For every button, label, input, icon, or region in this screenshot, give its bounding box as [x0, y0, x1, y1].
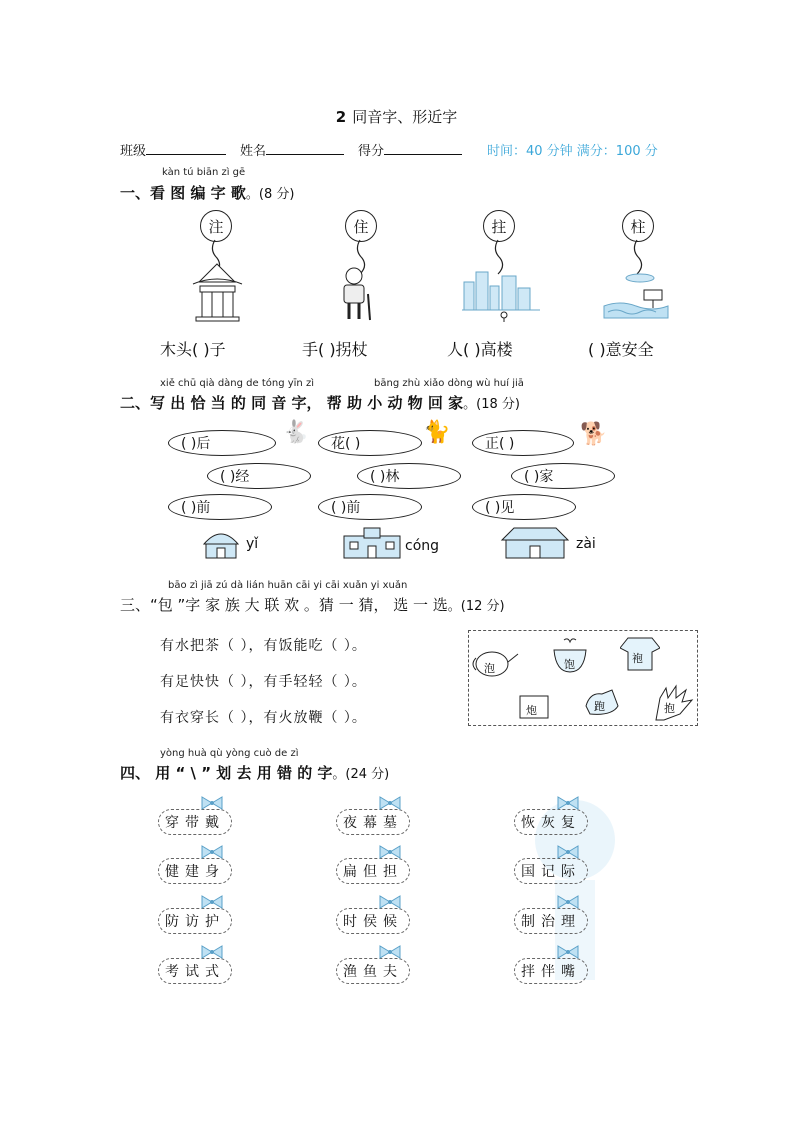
char-option[interactable]: 制 [521, 914, 541, 930]
balloon-4: 柱 [622, 210, 654, 242]
bow-icon [556, 895, 580, 909]
bow-icon [378, 895, 402, 909]
word-group [158, 809, 232, 835]
house-3-label: zài [576, 536, 596, 552]
char-option[interactable]: 健 [165, 864, 185, 880]
char-option[interactable]: 担 [383, 864, 403, 880]
bow-icon [556, 945, 580, 959]
char-option[interactable]: 嘴 [561, 964, 581, 980]
balloon-3: 拄 [483, 210, 515, 242]
char-cloud [158, 908, 232, 934]
char-cloud [336, 958, 410, 984]
char-option[interactable]: 鱼 [363, 964, 383, 980]
char-option[interactable]: 时 [343, 914, 363, 930]
oval-r1-2[interactable]: 花( ) [318, 430, 422, 456]
char-option[interactable]: 恢 [521, 815, 541, 831]
phrase-3: 人( )高楼 [447, 340, 513, 359]
word-group [336, 858, 410, 884]
s3-title: 三、“包 ”字 家 族 大 联 欢 。猜 一 猜， 选 一 选。(12 分) [120, 596, 505, 614]
s2-pinyin-2: bāng zhù xiǎo dòng wù huí jiā [374, 378, 524, 389]
phrase-1: 木头( )子 [160, 340, 226, 359]
house-2-label: cóng [405, 538, 440, 554]
char-option[interactable]: 伴 [541, 964, 561, 980]
river-sign-icon [600, 270, 670, 320]
char-option[interactable]: 夫 [383, 964, 403, 980]
char-option[interactable]: 穿 [165, 815, 185, 831]
bow-icon [378, 845, 402, 859]
char-option[interactable]: 候 [383, 914, 403, 930]
option-1[interactable]: 泡 [484, 662, 495, 675]
char-option[interactable]: 际 [561, 864, 581, 880]
oval-r2-2[interactable]: ( )林 [357, 463, 461, 489]
old-man-icon [336, 266, 376, 322]
word-group [158, 908, 232, 934]
s4-pinyin: yòng huà qù yòng cuò de zì [160, 748, 299, 759]
char-cloud [336, 908, 410, 934]
word-group [514, 908, 588, 934]
char-cloud [514, 908, 588, 934]
cat-icon: 🐈 [423, 420, 451, 445]
balloon-2: 住 [345, 210, 377, 242]
char-option[interactable]: 扁 [343, 864, 363, 880]
bow-icon [378, 945, 402, 959]
char-cloud [336, 858, 410, 884]
char-option[interactable]: 理 [561, 914, 581, 930]
oval-r1-3[interactable]: 正( ) [472, 430, 574, 456]
char-option[interactable]: 考 [165, 964, 185, 980]
s1-pinyin: kàn tú biān zì gē [162, 167, 246, 178]
house-1-icon [200, 524, 242, 560]
dog-icon: 🐕 [580, 422, 608, 447]
char-option[interactable]: 试 [185, 964, 205, 980]
oval-r2-1[interactable]: ( )经 [207, 463, 311, 489]
bow-icon [200, 845, 224, 859]
char-cloud [514, 809, 588, 835]
oval-r1-1[interactable]: ( )后 [168, 430, 276, 456]
house-2-icon [342, 526, 402, 560]
char-cloud [514, 958, 588, 984]
char-option[interactable]: 拌 [521, 964, 541, 980]
word-group [336, 958, 410, 984]
s3-line-3[interactable]: 有衣穿长（ ），有火放鞭（ ）。 [160, 710, 367, 726]
bow-icon [556, 845, 580, 859]
char-option[interactable]: 夜 [343, 815, 363, 831]
char-option[interactable]: 带 [185, 815, 205, 831]
s3-line-1[interactable]: 有水把茶（ ），有饭能吃（ ）。 [160, 638, 367, 654]
bow-icon [556, 796, 580, 810]
char-cloud [514, 858, 588, 884]
char-option[interactable]: 复 [561, 815, 581, 831]
char-option[interactable]: 幕 [363, 815, 383, 831]
option-4[interactable]: 炮 [526, 704, 537, 717]
oval-r3-2[interactable]: ( )前 [318, 494, 422, 520]
char-cloud [158, 809, 232, 835]
class-field[interactable]: 班级 [120, 140, 226, 159]
char-cloud [336, 809, 410, 835]
word-group [514, 858, 588, 884]
house-1-label: yǐ [246, 536, 259, 552]
option-2[interactable]: 饱 [564, 658, 575, 671]
word-group [158, 958, 232, 984]
word-group [336, 908, 410, 934]
char-option[interactable]: 渔 [343, 964, 363, 980]
bow-icon [378, 796, 402, 810]
char-option[interactable]: 侯 [363, 914, 383, 930]
name-field[interactable]: 姓名 [240, 140, 344, 159]
option-6[interactable]: 抱 [664, 702, 675, 715]
char-option[interactable]: 记 [541, 864, 561, 880]
word-group [336, 809, 410, 835]
char-option[interactable]: 灰 [541, 815, 561, 831]
word-group [514, 958, 588, 984]
phrase-2: 手( )拐杖 [302, 340, 368, 359]
teapot-icon [472, 642, 520, 680]
oval-r3-1[interactable]: ( )前 [168, 494, 272, 520]
word-group [158, 858, 232, 884]
city-buildings-icon [462, 268, 542, 322]
balloon-strings [0, 0, 793, 330]
s2-title: 二、写 出 恰 当 的 同 音 字， 帮 助 小 动 物 回 家。(18 分) [120, 394, 520, 412]
char-option[interactable]: 戴 [205, 815, 225, 831]
bow-icon [200, 796, 224, 810]
char-cloud [158, 958, 232, 984]
char-option[interactable]: 访 [185, 914, 205, 930]
option-3[interactable]: 袍 [632, 652, 643, 665]
s4-title: 四、 用 “ \ ” 划 去 用 错 的 字。(24 分) [120, 764, 390, 782]
time-info: 时间：40 分钟 满分：100 分 [487, 144, 658, 159]
bow-icon [200, 895, 224, 909]
rabbit-icon: 🐇 [282, 420, 310, 445]
char-option[interactable]: 国 [521, 864, 541, 880]
phrase-4: ( )意安全 [588, 340, 654, 359]
char-option[interactable]: 身 [205, 864, 225, 880]
char-option[interactable]: 墓 [383, 815, 403, 831]
char-cloud [158, 858, 232, 884]
bow-icon [200, 945, 224, 959]
char-option[interactable]: 治 [541, 914, 561, 930]
char-option[interactable]: 但 [363, 864, 383, 880]
balloon-1: 注 [200, 210, 232, 242]
house-3-icon [500, 526, 570, 560]
char-option[interactable]: 建 [185, 864, 205, 880]
char-option[interactable]: 式 [205, 964, 225, 980]
s3-pinyin: bāo zì jiā zú dà lián huān cāi yi cāi xuǎn yi xuǎn [168, 580, 408, 591]
word-group [514, 809, 588, 835]
char-option[interactable]: 护 [205, 914, 225, 930]
option-5[interactable]: 跑 [594, 700, 605, 713]
pavilion-icon [190, 262, 245, 322]
s2-pinyin-1: xiě chū qià dàng de tóng yīn zì [160, 378, 314, 389]
s3-line-2[interactable]: 有足快快（ ），有手轻轻（ ）。 [160, 674, 367, 690]
s1-title: 一、看 图 编 字 歌。(8 分) [120, 184, 295, 202]
page-title: 2 同音字、形近字 [335, 108, 458, 126]
oval-r2-3[interactable]: ( )家 [511, 463, 615, 489]
oval-r3-3[interactable]: ( )见 [472, 494, 576, 520]
char-option[interactable]: 防 [165, 914, 185, 930]
score-field[interactable]: 得分 [358, 140, 462, 159]
